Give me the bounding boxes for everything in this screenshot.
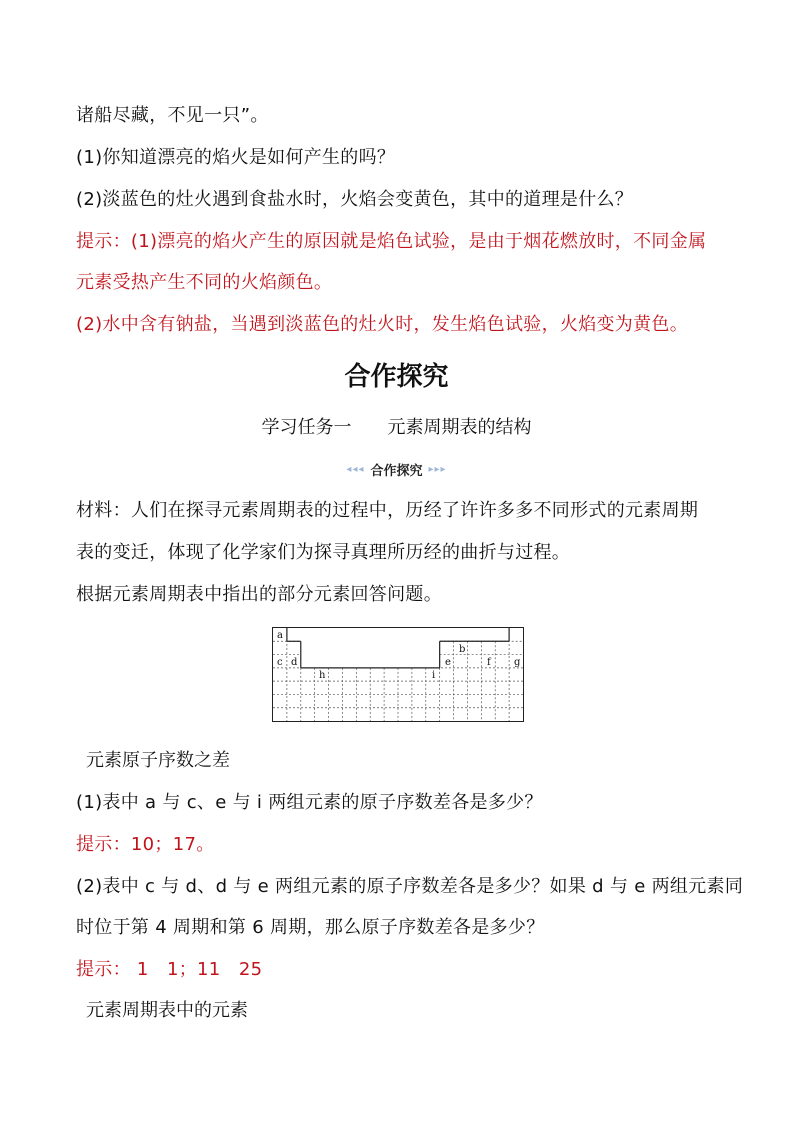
part-1-heading: 元素原子序数之差 bbox=[86, 750, 230, 771]
element-label-c: c bbox=[277, 657, 283, 668]
part-1-hint-2: 提示： 1 1；11 25 bbox=[76, 959, 263, 980]
section-banner bbox=[0, 458, 793, 480]
element-label-h: h bbox=[319, 670, 326, 681]
banner-left-arrows-icon: ◂◂◂ bbox=[346, 463, 365, 475]
part-1-hint-1: 提示：10；17。 bbox=[76, 834, 215, 855]
part-1-question-1: (1)表中 a 与 c、e 与 i 两组元素的原子序数差各是多少？ bbox=[76, 792, 543, 813]
intro-line: 诸船尽藏，不见一只”。 bbox=[76, 105, 269, 126]
element-label-g: g bbox=[514, 657, 521, 668]
question-1: (1)你知道漂亮的焰火是如何产生的吗？ bbox=[76, 147, 396, 168]
element-label-d: d bbox=[291, 657, 298, 668]
element-label-i: i bbox=[432, 670, 436, 681]
question-2: (2)淡蓝色的灶火遇到食盐水时，火焰会变黄色，其中的道理是什么？ bbox=[76, 189, 634, 210]
element-label-e: e bbox=[445, 657, 451, 668]
element-label-b: b bbox=[459, 644, 466, 655]
material-line-2: 表的变迁，体现了化学家们为探寻真理所历经的曲折与过程。 bbox=[76, 542, 571, 563]
material-line-3: 根据元素周期表中指出的部分元素回答问题。 bbox=[76, 584, 442, 605]
learning-task-heading: 学习任务一 元素周期表的结构 bbox=[261, 417, 532, 438]
material-line-1: 材料：人们在探寻元素周期表的过程中，历经了许许多多不同形式的元素周期 bbox=[76, 500, 699, 521]
banner-label: 合作探究 bbox=[370, 463, 423, 479]
part-2-heading: 元素周期表中的元素 bbox=[86, 1000, 248, 1021]
hint-1-line-2: 元素受热产生不同的火焰颜色。 bbox=[76, 272, 333, 293]
periodic-table-sketch bbox=[272, 627, 524, 722]
part-1-question-2-line-1: (2)表中 c 与 d、d 与 e 两组元素的原子序数差各是多少？如果 d 与 e 两组元素同 bbox=[76, 876, 744, 897]
hint-2: (2)水中含有钠盐，当遇到淡蓝色的灶火时，发生焰色试验，火焰变为黄色。 bbox=[76, 314, 688, 335]
section-title: 合作探究 bbox=[344, 362, 449, 392]
part-1-question-2-line-2: 时位于第 4 周期和第 6 周期，那么原子序数差各是多少？ bbox=[76, 917, 545, 938]
banner-right-arrows-icon: ▸▸▸ bbox=[428, 463, 447, 475]
element-label-f: f bbox=[487, 657, 491, 668]
element-label-a: a bbox=[277, 630, 283, 641]
hint-1-line-1: 提示：(1)漂亮的焰火产生的原因就是焰色试验，是由于烟花燃放时，不同金属 bbox=[76, 231, 707, 252]
